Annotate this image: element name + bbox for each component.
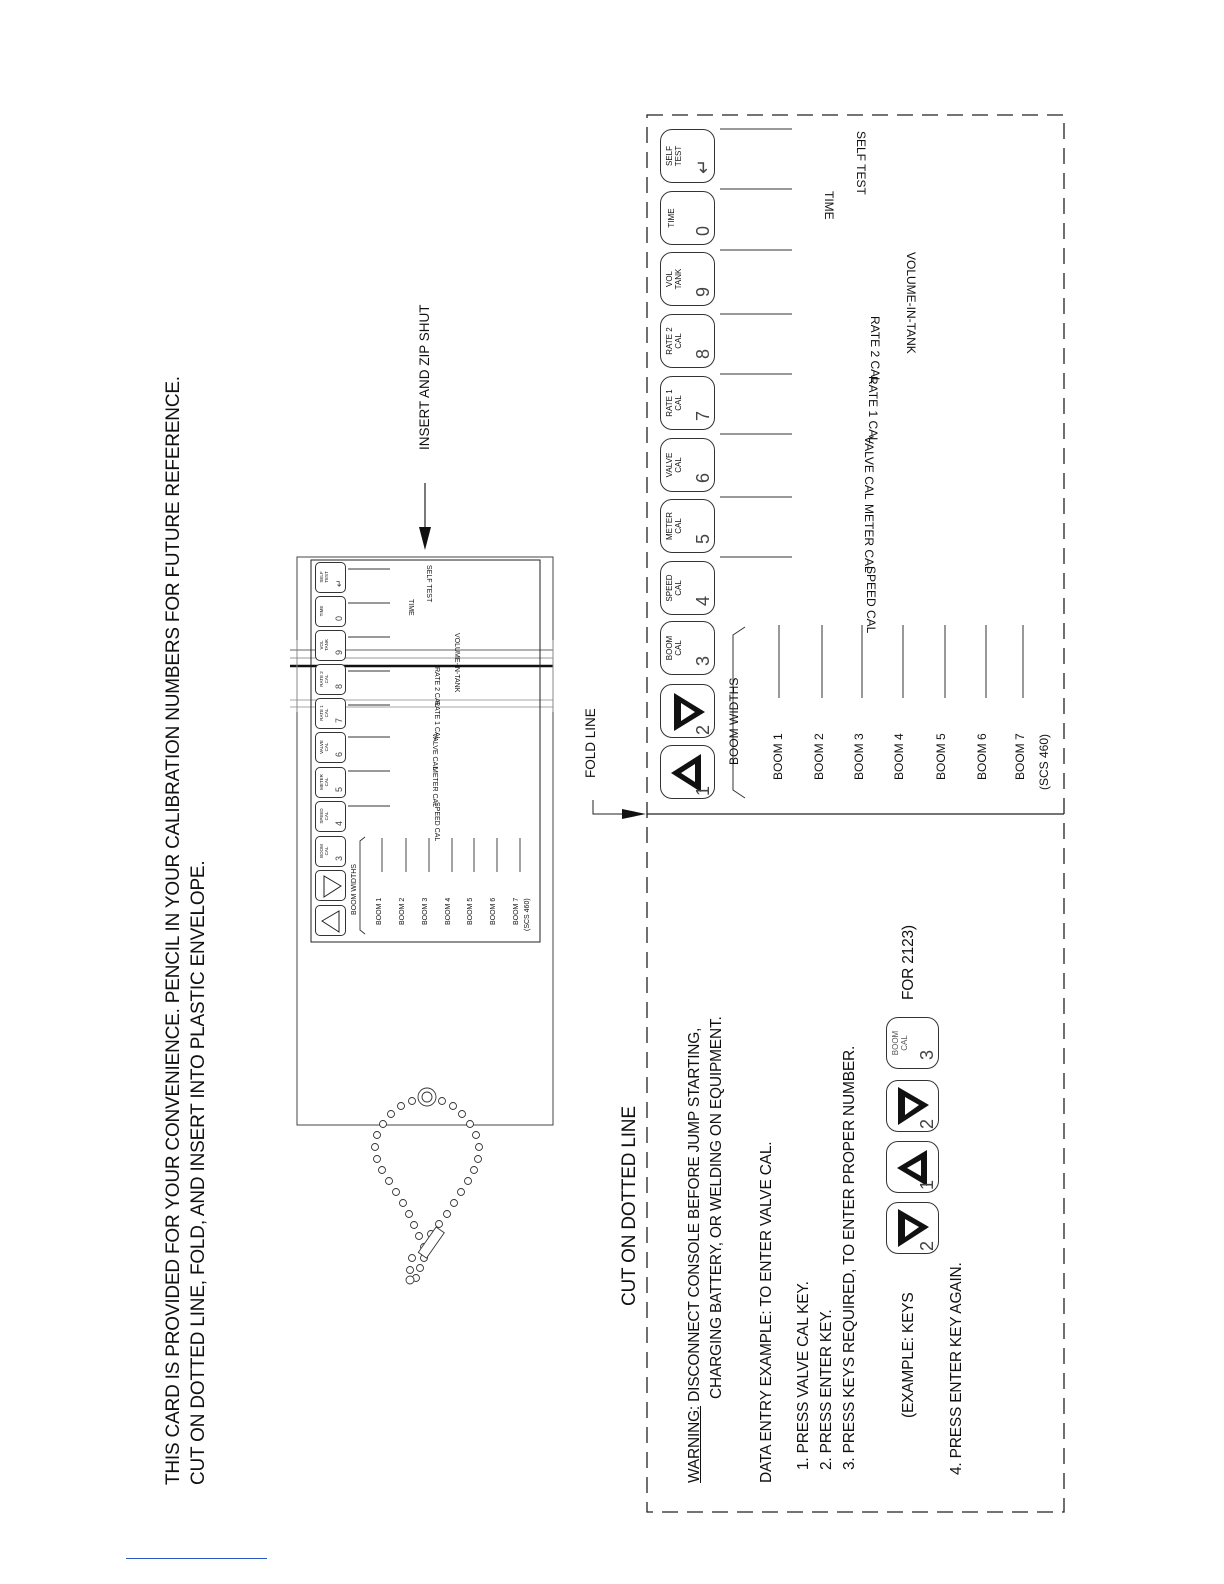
- callout-self-test: SELF TEST: [854, 131, 868, 195]
- small-key-time: TIME 0: [315, 596, 346, 627]
- small-boom-7: BOOM 7: [513, 897, 520, 925]
- callout-volume-in-tank: VOLUME-IN-TANK: [904, 252, 918, 354]
- small-key-boom: BOOM CAL 3: [315, 836, 346, 867]
- callout-speed-cal: SPEED CAL: [864, 566, 878, 634]
- step-4: 4. PRESS ENTER KEY AGAIN.: [948, 1262, 965, 1475]
- small-key-rate1: RATE 1 CAL 7: [315, 698, 346, 729]
- key-number: 1: [693, 785, 713, 796]
- header-line-1: THIS CARD IS PROVIDED FOR YOUR CONVENIENCE. PENCIL IN YOUR CALIBRATION NUMBERS FOR FUTURE REFERENCE.: [163, 376, 184, 1485]
- small-callout-speed: SPEED CAL: [433, 802, 440, 842]
- key-rate1-cal[interactable]: RATE 1 CAL 7: [660, 376, 715, 430]
- key-1-up[interactable]: [660, 745, 715, 799]
- example-key-1: 1: [886, 1141, 939, 1193]
- small-key-self-test: SELF TEST ↵: [315, 562, 346, 593]
- callout-valve-cal: VALVE CAL: [862, 436, 876, 500]
- small-callout-rate1: RATE 1 CAL: [433, 701, 440, 741]
- boom-lines: [779, 625, 1023, 698]
- model-label: (SCS 460): [1037, 733, 1051, 790]
- small-key-meter: METER CAL 5: [315, 767, 346, 798]
- small-boom-6: BOOM 6: [490, 897, 497, 925]
- key-self-test[interactable]: SELF TEST ↵: [660, 129, 715, 183]
- small-down-arrow-icon: [324, 876, 341, 897]
- warning-text: DISCONNECT CONSOLE BEFORE JUMP STARTING,: [686, 1027, 703, 1406]
- small-callout-rate2: RATE 2 CAL: [433, 667, 440, 707]
- small-boom-4: BOOM 4: [445, 897, 452, 925]
- small-boom-widths-title: BOOM WIDTHS: [351, 864, 358, 915]
- small-callout-valve: VALVE CAL: [431, 733, 438, 771]
- warning-line-1: [686, 1028, 704, 1483]
- small-boom-2: BOOM 2: [399, 897, 406, 925]
- fold-arrow: [622, 809, 646, 819]
- boom-4-label: BOOM 4: [892, 733, 906, 780]
- footer-rule: [126, 1558, 267, 1559]
- small-callout-time: TIME: [407, 599, 414, 616]
- boom-2-label: BOOM 2: [812, 733, 826, 780]
- small-callout-self-test: SELF TEST: [425, 565, 432, 603]
- small-key-speed: SPEED CAL 4: [315, 801, 346, 832]
- small-callout-volume: VOLUME-IN-TANK: [453, 633, 460, 693]
- example-for-label: FOR 2123): [900, 925, 917, 1000]
- warning-line-2: CHARGING BATTERY, OR WELDING ON EQUIPMENT.: [708, 1016, 725, 1399]
- small-boom-3: BOOM 3: [422, 897, 429, 925]
- small-boom-5: BOOM 5: [467, 897, 474, 925]
- callout-time: TIME: [822, 191, 836, 220]
- boom-1-label: BOOM 1: [771, 733, 785, 780]
- key-rate2-cal[interactable]: RATE 2 CAL 8: [660, 314, 715, 368]
- boom-6-label: BOOM 6: [975, 733, 989, 780]
- key-number: 2: [693, 724, 713, 735]
- fold-line-label: FOLD LINE: [583, 708, 598, 778]
- step-1: 1. PRESS VALVE CAL KEY.: [795, 1281, 812, 1470]
- warning-label: WARNING:: [686, 1405, 703, 1483]
- small-key-rate2: RATE 2 CAL 8: [315, 664, 346, 695]
- example-key-2a: 2: [886, 1202, 939, 1254]
- small-up-arrow-icon: [322, 911, 339, 932]
- small-boom-1: BOOM 1: [376, 897, 383, 925]
- small-model: (SCS 460): [524, 898, 531, 931]
- step-3: 3. PRESS KEYS REQUIRED, TO ENTER PROPER NUMBER.: [841, 1045, 858, 1470]
- insert-label: INSERT AND ZIP SHUT: [417, 304, 432, 450]
- callout-lines: [720, 129, 792, 557]
- key-speed-cal[interactable]: SPEED CAL 4: [660, 561, 715, 615]
- key-boom-cal[interactable]: BOOM CAL 3: [660, 621, 715, 675]
- key-2-down[interactable]: [660, 684, 715, 738]
- example-key-boom-cal: BOOM CAL 3: [886, 1017, 939, 1069]
- bead-chain: [372, 1088, 483, 1284]
- key-valve-cal[interactable]: VALVE CAL 6: [660, 438, 715, 492]
- callout-rate1-cal: RATE 1 CAL: [866, 376, 880, 444]
- boom-3-label: BOOM 3: [852, 733, 866, 780]
- step-2: 2. PRESS ENTER KEY.: [818, 1309, 835, 1470]
- key-time[interactable]: TIME 0: [660, 191, 715, 245]
- example-key-2b: 2: [886, 1080, 939, 1132]
- small-key-vol: VOL TANK 9: [315, 630, 346, 661]
- callout-meter-cal: METER CAL: [862, 504, 876, 573]
- cut-label: CUT ON DOTTED LINE: [619, 1106, 640, 1306]
- boom-5-label: BOOM 5: [934, 733, 948, 780]
- boom-7-label: BOOM 7: [1013, 733, 1027, 780]
- small-key-2: [315, 870, 346, 901]
- boom-widths-title: BOOM WIDTHS: [727, 677, 741, 765]
- key-vol-tank[interactable]: VOL TANK 9: [660, 252, 715, 306]
- key-meter-cal[interactable]: METER CAL 5: [660, 499, 715, 553]
- insert-arrow: [419, 527, 431, 550]
- callout-rate2-cal: RATE 2 CAL: [868, 316, 882, 384]
- header-line-2: CUT ON DOTTED LINE, FOLD, AND INSERT INTO PLASTIC ENVELOPE.: [188, 860, 209, 1485]
- example-title: DATA ENTRY EXAMPLE: TO ENTER VALVE CAL.: [758, 1141, 775, 1483]
- small-key-valve: VALVE CAL 6: [315, 732, 346, 763]
- enter-icon: ↵: [693, 158, 713, 174]
- small-key-1: [315, 905, 346, 936]
- example-keys-label: (EXAMPLE: KEYS: [900, 1292, 917, 1418]
- small-callout-meter: METER CAL: [431, 767, 438, 808]
